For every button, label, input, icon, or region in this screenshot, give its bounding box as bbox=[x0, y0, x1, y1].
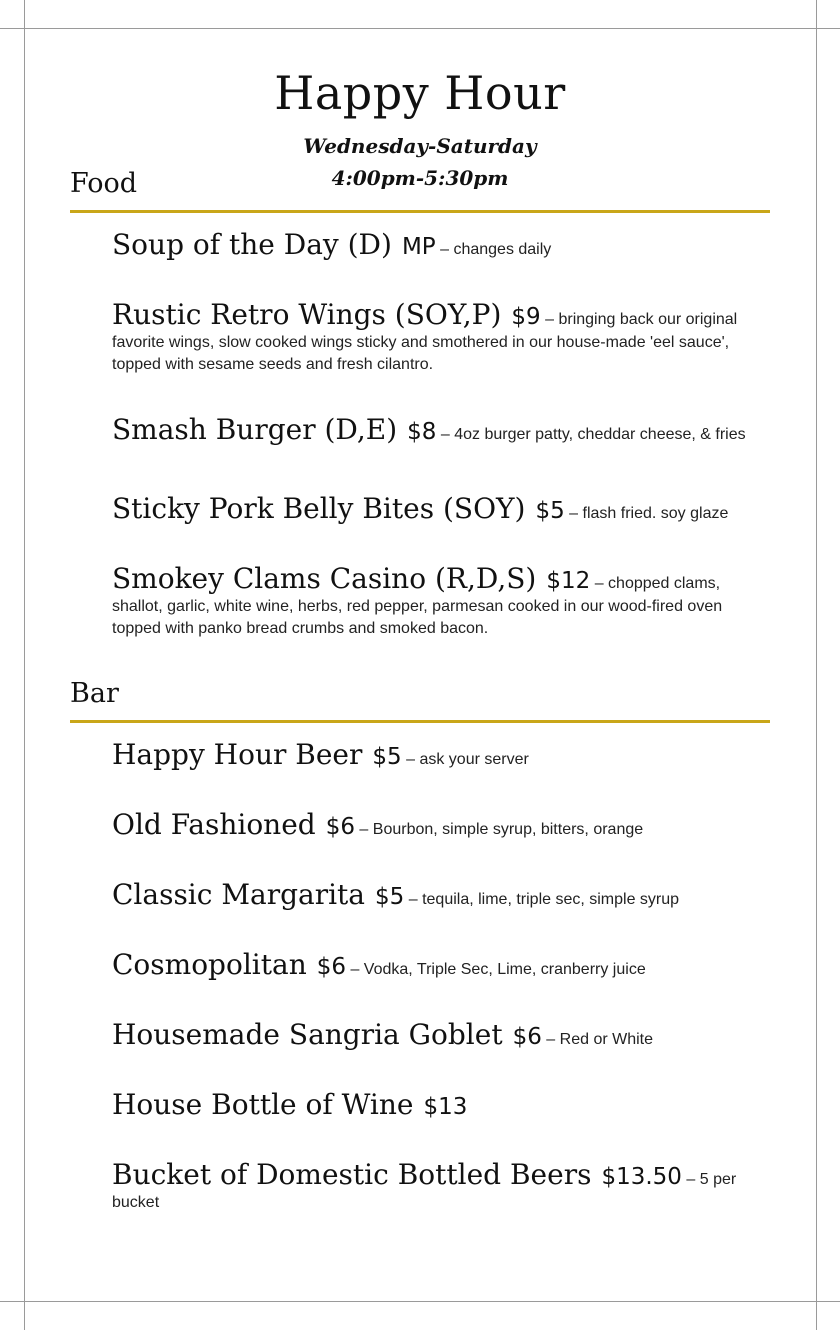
menu-item bbox=[112, 492, 752, 526]
item-name: Smokey Clams Casino (R,D,S) bbox=[112, 562, 537, 595]
item-description: – Bourbon, simple syrup, bitters, orange bbox=[354, 821, 644, 838]
item-description: – Red or White bbox=[541, 1031, 654, 1048]
menu-item bbox=[112, 1018, 752, 1052]
item-description: – tequila, lime, triple sec, simple syrup bbox=[404, 891, 680, 908]
menu-item bbox=[112, 808, 752, 842]
menu-item bbox=[112, 878, 752, 912]
section-divider-bar bbox=[70, 720, 770, 723]
menu-title: Happy Hour bbox=[274, 66, 566, 120]
crop-guide-left bbox=[24, 0, 25, 1330]
item-price: $5 bbox=[372, 744, 402, 770]
crop-guide-right bbox=[816, 0, 817, 1330]
item-name: Rustic Retro Wings (SOY,P) bbox=[112, 298, 502, 331]
item-name: Sticky Pork Belly Bites (SOY) bbox=[112, 492, 526, 525]
item-description: – 5 per bucket bbox=[112, 1171, 737, 1211]
item-name: Smash Burger (D,E) bbox=[112, 413, 398, 446]
section-heading-food: Food bbox=[70, 168, 138, 199]
item-price: $12 bbox=[546, 568, 591, 594]
menu-item bbox=[112, 948, 752, 982]
menu-item bbox=[112, 298, 752, 376]
menu-item bbox=[112, 738, 752, 772]
item-name: House Bottle of Wine bbox=[112, 1088, 414, 1121]
menu-item bbox=[112, 1158, 752, 1214]
item-price: $8 bbox=[407, 419, 437, 445]
section-heading-bar: Bar bbox=[70, 678, 119, 709]
item-description: – changes daily bbox=[435, 241, 552, 258]
item-description: – chopped clams, shallot, garlic, white wine, herbs, red pepper, parmesan cooked in our wood-fired oven topped with panko bread crumbs and smoked bacon. bbox=[112, 575, 723, 637]
item-price: $5 bbox=[375, 884, 405, 910]
item-name: Happy Hour Beer bbox=[112, 738, 363, 771]
menu-item bbox=[112, 562, 752, 640]
crop-guide-top bbox=[0, 28, 840, 29]
item-description: – bringing back our original favorite wings, slow cooked wings sticky and smothered in our house-made 'eel sauce', topped with sesame seeds and fresh cilantro. bbox=[112, 311, 738, 373]
item-price: $13 bbox=[423, 1094, 468, 1120]
crop-guide-bottom bbox=[0, 1301, 840, 1302]
menu-item bbox=[112, 413, 752, 447]
item-name: Housemade Sangria Goblet bbox=[112, 1018, 503, 1051]
menu-item bbox=[112, 1088, 752, 1122]
item-name: Soup of the Day (D) bbox=[112, 228, 392, 261]
item-price: $6 bbox=[325, 814, 355, 840]
item-name: Cosmopolitan bbox=[112, 948, 307, 981]
happy-hour-times: 4:00pm-5:30pm bbox=[331, 166, 509, 190]
item-price: $9 bbox=[511, 304, 541, 330]
item-name: Old Fashioned bbox=[112, 808, 316, 841]
item-price: $13.50 bbox=[601, 1164, 682, 1190]
section-divider-food bbox=[70, 210, 770, 213]
happy-hour-days: Wednesday-Saturday bbox=[303, 134, 537, 158]
item-description: – flash fried. soy glaze bbox=[564, 505, 729, 522]
item-name: Classic Margarita bbox=[112, 878, 365, 911]
item-description: – Vodka, Triple Sec, Lime, cranberry juice bbox=[346, 961, 646, 978]
item-description: – ask your server bbox=[401, 751, 529, 768]
item-description: – 4oz burger patty, cheddar cheese, & fries bbox=[436, 426, 746, 443]
item-price: $6 bbox=[512, 1024, 542, 1050]
item-price: MP bbox=[401, 234, 436, 260]
item-price: $5 bbox=[535, 498, 565, 524]
item-name: Bucket of Domestic Bottled Beers bbox=[112, 1158, 592, 1191]
item-price: $6 bbox=[316, 954, 347, 980]
menu-item bbox=[112, 228, 752, 262]
